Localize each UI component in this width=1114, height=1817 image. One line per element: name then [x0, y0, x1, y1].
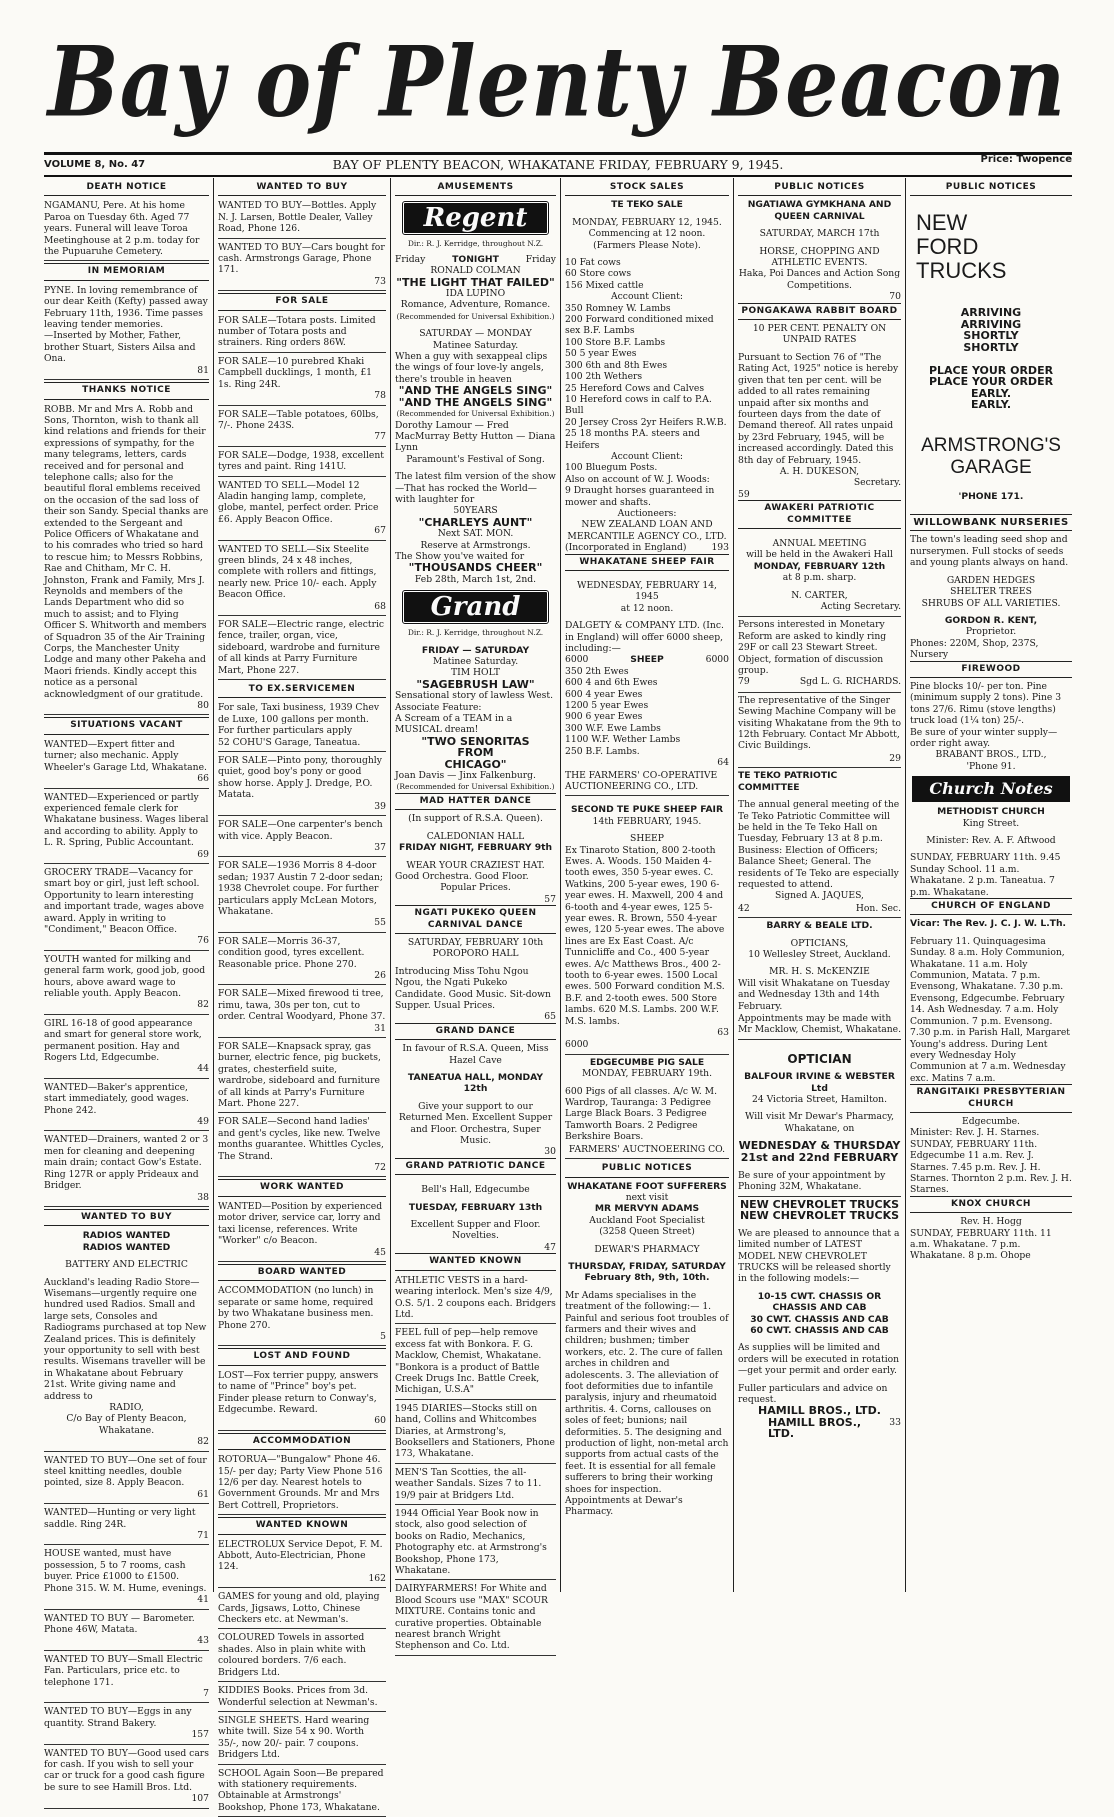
grand-dance-heading: GRAND DANCE: [395, 1023, 556, 1040]
dateline-rule: [44, 175, 1072, 177]
wanted-known-ad: DAIRYFARMERS! For White and Blood Scours use "MAX" SCOUR MIXTURE. Contains tonic and curative properties. Obtainable nearest branch Wright Stephenson and Co. Ltd.: [395, 1582, 556, 1655]
situation-vacant-ad: WANTED—Drainers, wanted 2 or 3 men for cleaning and deepening main drain; contact Gow's Estate. Ring 127R or apply Prideaux and Bridger. 38: [44, 1133, 209, 1206]
public-notices-heading: PUBLIC NOTICES: [910, 180, 1072, 196]
dateline-center: BAY OF PLENTY BEACON, WHAKATANE FRIDAY, FEBRUARY 9, 1945.: [332, 157, 784, 172]
column-divider: [560, 178, 561, 1592]
death-notice: NGAMANU, Pere. At his home Paroa on Tuesday 6th. Aged 77 years. Funeral will leave Toroa Meetinghouse at 2 p.m. today for the Pupuaruhe Cemetery.: [44, 199, 209, 261]
in-memoriam-heading: IN MEMORIAM: [44, 263, 209, 280]
sale-lot: 20 Jersey Cross 2yr Heifers R.W.B.: [565, 416, 727, 428]
wanted-to-buy-ad: WANTED TO BUY—Cars bought for cash. Armstrongs Garage, Phone 171. 73: [218, 241, 386, 292]
for-sale-ad: FOR SALE—Totara posts. Limited number of Totara posts and strainers. Ring orders 86W.: [218, 314, 386, 353]
for-sale-heading: FOR SALE: [218, 293, 386, 310]
situation-vacant-ad: YOUTH wanted for milking and general farm work, good job, good hours, above award wage to reliable youth. Apply Beacon. 82: [44, 953, 209, 1015]
wanted-known-ad: FEEL full of pep—help remove excess fat with Bonkora. F. G. Macklow, Chemist, Whakatane. "Bonkora is a product of Battle Creek Drugs Inc. Battle Creek, Michigan, U.S.A": [395, 1326, 556, 1399]
wanted-to-buy-ad: WANTED TO BUY—One set of four steel knitting needles, double pointed, size 8. Apply Beacon. 61: [44, 1454, 209, 1505]
te-teko-signature: 42 Hon. Sec.: [738, 902, 901, 918]
sale-lot: 250 B.F. Lambs.: [565, 745, 640, 757]
knox-church-heading: KNOX CHURCH: [910, 1196, 1072, 1213]
radio-advert: RADIOS WANTED RADIOS WANTED BATTERY AND ELECTRIC Auckland's leading Radio Store—Wisemans—urgently require one hundred used Radios. Small and large sets, Consoles and Radiograms purchased at top New Zealand prices. This is definitely your opportunity to sell with best results. Wisemans traveller will be in Whakatane about February 21st. Write giving name and address to RADIO, C/o Bay of Plenty Beacon, Whakatane. 82: [44, 1229, 209, 1451]
monetary-reform-signature: 79 Sgd L. G. RICHARDS.: [738, 676, 901, 688]
thanks-notice-heading: THANKS NOTICE: [44, 382, 209, 399]
sale-lot: 10 Fat cows: [565, 257, 621, 269]
film-title: "CHARLEYS AUNT": [418, 515, 533, 529]
firewood-heading: FIREWOOD: [910, 661, 1072, 678]
sale-lot: 100 Bluegum Posts.: [565, 462, 658, 474]
for-sale-ad: FOR SALE—Pinto pony, thoroughly quiet, good boy's pony or good show horse. Apply J. Dredge, P.O. Matata. 39: [218, 754, 386, 816]
sale-lot: 50 5 year Ewes: [565, 348, 637, 360]
board-wanted-heading: BOARD WANTED: [218, 1264, 386, 1281]
wanted-known-ad: ELECTROLUX Service Depot, F. M. Abbott, Auto-Electrician, Phone 124. 162: [218, 1538, 386, 1589]
pongakawa-heading: PONGAKAWA RABBIT BOARD: [738, 303, 901, 320]
wanted-known-ad: SCHOOL Again Soon—Be prepared with stationery requirements. Obtainable at Armstrongs' Bookshop, Phone 173, Whakatane.: [218, 1767, 386, 1817]
situation-vacant-ad: WANTED—Experienced or partly experienced female clerk for Whakatane business. Wages liberal and according to ability. Apply to L. R. Spring, Public Accountant. 69: [44, 791, 209, 864]
for-sale-ad: WANTED TO SELL—Model 12 Aladin hanging lamp, complete, globe, mantel, perfect order. Price £6. Apply Beacon Office. 67: [218, 479, 386, 541]
regent-schedule-row: Friday TONIGHT Friday: [395, 253, 556, 265]
column-stock-sales: STOCK SALES TE TEKO SALE MONDAY, FEBRUARY 12, 1945. Commencing at 12 noon. (Farmers Please Note). 10 Fat cows 60 Store cows 156 Mixed cattle Account Client: 350 Romney W. Lambs 200 Forward conditioned mixed sex B.F. Lambs 100 Store B.F. Lambs 50 5 year Ewes 300 6th and 8th Ewes 100 2th Wethers 25 Hereford Cows and Calves 10 Hereford cows in calf to P.A. Bull 20 Jersey Cross 2yr Heifers R.W.B. 25 18 months P.A. steers and Heifers Account Client: 100 Bluegum Posts. Also on account of W. J. Woods: 9 Draught horses guaranteed in mower and shafts. Auctioneers: NEW ZEALAND LOAN AND MERCANTILE AGENCY CO., LTD. (Incorporated in England) 193 WHAKATANE SHEEP FAIR WEDNESDAY, FEBRUARY 14, 1945 at 12 noon. DALGETY & COMPANY LTD. (Inc. in England) will offer 6000 sheep, including:— 6000 SHEEP 6000 350 2th Ewes 600 4 and 6th Ewes 600 4 year Ewes 1200 5 year Ewes 900 6 year Ewes 300 W.F. Ewe Lambs 1100 W.F. Wether Lambs 250 B.F. Lambs. 64 THE FARMERS' CO-OPERATIVE AUCTIONEERING CO., LTD. SECOND TE PUKE SHEEP FAIR 14th FEBRUARY, 1945. SHEEP Ex Tinaroto Station, 800 2-tooth Ewes. A. Woods. 150 Maiden 4-tooth ewes, 350 5-year ewes. C. Watkins, 200 5-year ewes, 190 6-year ewes. H. Maxwell, 200 4 and 6-tooth and 4-year ewes, 125 5-year ewes. R. Brown, 550 4-year ewes, 120 5-year ewes. The above lines are Ex East Coast. A/c Tunnicliffe and Co., 400 5-year ewes. A/c Matthews Bros., 400 2-tooth to 6-year ewes. 1500 Local ewes. 500 Forward condition M.S. B.F. and 2-tooth ewes. 500 Store lambs. 620 M.S. Lambs. 200 W.F. M.S. lambs. 63 6000 EDGECUMBE PIG SALE MONDAY, FEBRUARY 19th. 600 Pigs of all classes. A/c W. M. Wardrop, Tauranga: 3 Pedigree Large Black Boars. 3 Pedigree Tamworth Boars. 2 Pedigree Berkshire Boars. FARMERS' AUCTNOEERING CO. PUBLIC NOTICES WHAKATANE FOOT SUFFERERS next visit MR MERVYN ADAMS Auckland Foot Specialist (3258 Queen Street) DEWAR'S PHARMACY THURSDAY, FRIDAY, SATURDAY February 8th, 9th, 10th. Mr Adams specialises in the treatment of the following:— 1. Painful and serious foot troubles of farmers and their wives and children; bushmen; timber workers, etc. 2. The cure of fallen arches in children and adolescents. 3. The alleviation of foot deformities due to infantile paralysis, injury and rheumatoid arthritis. 4. Corns, callouses on soles of feet; bunions; nail deformities. 5. The designing and production of light, non-metal arch supports from actual casts of the feet. It is essential for all female sufferers to bring their working shoes for inspection. Appointments at Dewar's Pharmacy.: [565, 182, 729, 1518]
wanted-known-ad: ATHLETIC VESTS in a hard-wearing interlock. Men's size 4/9, O.S. 5/1. 2 coupons each. Bridgers Ltd.: [395, 1274, 556, 1325]
grand-patriotic-dance-heading: GRAND PATRIOTIC DANCE: [395, 1158, 556, 1175]
wanted-known-ad: 1944 Official Year Book now in stock, also good selection of books on Radio, Mechanics, Photography etc. at Armstrong's Bookshop, Phone 173, Whakatane.: [395, 1507, 556, 1580]
te-puke-total: 6000: [565, 1038, 729, 1054]
in-memoriam-notice: PYNE. In loving remembrance of our dear Keith (Kefty) passed away February 11th, 1936. Time passes leaving tender memories. —Inserted by Mother, Father, brother Stuart, Sisters Ailsa and Ona. 81: [44, 284, 209, 380]
column-classifieds-1: [44, 180, 209, 1805]
film-title: "TWO SENORITAS: [421, 734, 530, 748]
church-notes-logo: Church Notes: [912, 776, 1070, 802]
wanted-to-buy-ad: WANTED TO BUY—Good used cars for cash. If you wish to sell your car or truck for a good cash figure be sure to see Hamill Bros. Ltd. 107: [44, 1747, 209, 1809]
work-wanted-advert: WANTED—Position by experienced motor driver, service car, lorry and taxi license, references. Write "Worker" c/o Beacon. 45: [218, 1200, 386, 1262]
sheep-total-row: 6000 SHEEP 6000: [565, 654, 729, 666]
sale-lot: 1100 W.F. Wether Lambs: [565, 734, 681, 746]
ngati-pukeko-dance-heading: NGATI PUKEKO QUEEN CARNIVAL DANCE: [395, 905, 556, 934]
for-sale-ad: FOR SALE—Knapsack spray, gas burner, electric fence, pig buckets, grates, chesterfield suite, wardrobe, sideboard and furniture of all kinds at Parry's Furniture Mart. Phone 227.: [218, 1040, 386, 1113]
sale-lot: 60 Store cows: [565, 268, 632, 280]
film-title: "SAGEBRUSH LAW": [416, 677, 535, 691]
for-sale-list-2: [218, 754, 386, 1177]
amusements-heading: AMUSEMENTS: [395, 180, 556, 196]
sale-lot: 300 6th and 8th Ewes: [565, 359, 668, 371]
accommodation-advert: ROTORUA—"Bungalow" Phone 46. 15/- per day; Party View Phone 516 12/6 per day. Nearest hotels to Government Grounds. Mr and Mrs Bert Cottrell, Proprietors.: [218, 1453, 386, 1515]
for-sale-ad: FOR SALE—10 purebred Khaki Campbell ducklings, 1 month, £1 1s. Ring 24R. 78: [218, 355, 386, 406]
sale-lot: 156 Mixed cattle: [565, 279, 644, 291]
awakeri-heading: AWAKERI PATRIOTIC COMMITTEE: [738, 500, 901, 529]
for-sale-ad: FOR SALE—One carpenter's bench with vice. Apply Beacon. 37: [218, 818, 386, 857]
accommodation-heading: ACCOMMODATION: [218, 1433, 386, 1450]
column-divider: [390, 178, 391, 1592]
wanted-known-ad: KIDDIES Books. Prices from 3d. Wonderful selection at Newman's.: [218, 1684, 386, 1712]
column-divider: [905, 178, 906, 1592]
for-sale-ad: FOR SALE—Electric range, electric fence, trailer, organ, vice, sideboard, wardrobe and furniture of all kinds at Parry Furniture Mart, Phone 227.: [218, 618, 386, 680]
wanted-to-buy-ad: WANTED TO BUY—Bottles. Apply N. J. Larsen, Bottle Dealer, Valley Road, Phone 126.: [218, 199, 386, 238]
lost-and-found-heading: LOST AND FOUND: [218, 1348, 386, 1365]
wanted-to-buy-ad: WANTED TO BUY—Eggs in any quantity. Strand Bakery. 157: [44, 1705, 209, 1744]
sale-lot: 600 4 year Ewes: [565, 688, 643, 700]
column-classifieds-2: [218, 180, 386, 1813]
sheep-fair-lots: [565, 666, 729, 757]
stock-sales-heading: STOCK SALES: [565, 180, 729, 196]
situation-vacant-ad: WANTED—Expert fitter and turner; also mechanic. Apply Wheeler's Garage Ltd, Whakatane. 66: [44, 738, 209, 789]
wanted-to-buy-ad: WANTED TO BUY — Barometer. Phone 46W, Matata. 43: [44, 1612, 209, 1651]
situation-vacant-ad: GROCERY TRADE—Vacancy for smart boy or girl, just left school. Opportunity to learn interesting and important trade, wages above award. Apply in writing to "Condiment," Beacon Office. 76: [44, 866, 209, 951]
board-wanted-advert: ACCOMMODATION (no lunch) in separate or same home, required by two Whakatane business men. Phone 270. 5: [218, 1284, 386, 1346]
column-amusements: AMUSEMENTS Regent Dir.: R. J. Kerridge, throughout N.Z. Friday TONIGHT Friday RONALD COLMAN "THE LIGHT THAT FAILED" IDA LUPINO Romance, Adventure, Romance. (Recommended for Universal Exhibition.) SATURDAY — MONDAY Matinee Saturday. When a guy with sexappeal clips the wings of four love-ly angels, there's trouble in heaven "AND THE ANGELS SING" "AND THE ANGELS SING" (Recommended for Universal Exhibition.) Dorothy Lamour — Fred MacMurray Betty Hutton — Diana Lynn Paramount's Festival of Song. The latest film version of the show—That has rocked the World—with laughter for 50YEARS "CHARLEYS AUNT" Next SAT. MON. Reserve at Armstrongs. The Show you've waited for "THOUSANDS CHEER" Feb 28th, March 1st, 2nd. Grand Dir.: R. J. Kerridge, throughout N.Z. FRIDAY — SATURDAY Matinee Saturday. TIM HOLT "SAGEBRUSH LAW" Sensational story of lawless West. Associate Feature: A Scream of a TEAM in a MUSICAL dream! "TWO SENORITAS FROM CHICAGO" Joan Davis — Jinx Falkenburg. (Recommended for Universal Exhibition.) MAD HATTER DANCE (In support of R.S.A. Queen). CALEDONIAN HALL FRIDAY NIGHT, FEBRUARY 9th WEAR YOUR CRAZIEST HAT. Good Orchestra. Good Floor. Popular Prices. 57 NGATI PUKEKO QUEEN CARNIVAL DANCE SATURDAY, FEBRUARY 10th POROPORO HALL Introducing Miss Tohu Ngou Ngou, the Ngati Pukeko Candidate. Good Music. Sit-down Supper. Usual Prices. 65 GRAND DANCE In favour of R.S.A. Queen, Miss Hazel Cave TANEATUA HALL, MONDAY 12th Give your support to our Returned Men. Excellent Supper and Floor. Orchestra, Super Music. 30 GRAND PATRIOTIC DANCE Bell's Hall, Edgecumbe TUESDAY, FEBRUARY 13th Excellent Supper and Floor. Novelties. 47 WANTED KNOWN ATHLETIC VESTS in a hard-wearing interlock. Men's size 4/9, O.S. 5/1. 2 coupons each. Bridgers Ltd. FEEL full of pep—help remove excess fat with Bonkora. F. G. Macklow, Chemist, Whakatane. "Bonkora is a product of Battle Creek Drugs Inc. Battle Creek, Michigan, U.S.A" 1945 DIARIES—Stocks still on hand, Collins and Whitcombes Diaries, at Armstrong's, Booksellers and Stationers, Phone 173, Whakatane. MEN'S Tan Scotties, the all-weather Sandals. Sizes 7 to 11. 19/9 pair at Bridgers Ltd. 1944 Official Year Book now in stock, also good selection of books on Radio, Mechanics, Photography etc. at Armstrong's Bookshop, Phone 173, Whakatane. DAIRYFARMERS! For White and Blood Scours use "MAX" SCOUR MIXTURE. Contains tonic and curative properties. Obtainable nearest branch Wright Stephenson and Co. Ltd.: [395, 180, 556, 1592]
sale-lot: 100 2th Wethers: [565, 371, 643, 383]
ex-servicemen-advert: For sale, Taxi business, 1939 Chev de Luxe, 100 gallons per month. For further particulars apply 52 COHU'S Garage, Taneatua.: [218, 701, 386, 752]
regent-theatre-logo: Regent: [401, 200, 550, 236]
situation-vacant-ad: GIRL 16-18 of good appearance and smart for general store work, permanent position. Hay and Rogers Ltd, Edgecumbe. 44: [44, 1017, 209, 1079]
for-sale-ad: FOR SALE—Dodge, 1938, excellent tyres and paint. Ring 141U.: [218, 449, 386, 477]
wanted-known-ad: MEN'S Tan Scotties, the all-weather Sandals. Sizes 7 to 11. 19/9 pair at Bridgers Ltd.: [395, 1466, 556, 1505]
rangitaiki-heading: RANGITAIKI PRESBYTERIAN CHURCH: [910, 1084, 1072, 1113]
sale-lot: Also on account of W. J. Woods:: [565, 473, 710, 485]
column-public-notices: PUBLIC NOTICES NGATIAWA GYMKHANA AND QUEEN CARNIVAL SATURDAY, MARCH 17th HORSE, CHOPPING AND ATHLETIC EVENTS. Haka, Poi Dances and Action Song Competitions. 70 PONGAKAWA RABBIT BOARD 10 PER CENT. PENALTY ON UNPAID RATES Pursuant to Section 76 of "The Rating Act, 1925" notice is hereby given that ten per cent. will be added to all rates remaining unpaid after six months and fourteen days from the date of Demand thereof. All rates unpaid by 23rd February, 1945, will be increased accordingly. Dated this 8th day of February, 1945. A. H. DUKESON, Secretary. 59 AWAKERI PATRIOTIC COMMITTEE ANNUAL MEETING will be held in the Awakeri Hall MONDAY, FEBRUARY 12th at 8 p.m. sharp. N. CARTER, Acting Secretary. Persons interested in Monetary Reform are asked to kindly ring 29F or call 23 Stewart Street. Object, formation of discussion group. 79 Sgd L. G. RICHARDS. The representative of the Singer Sewing Machine Company will be visiting Whakatane from the 9th to 12th February. Contact Mr Abbott, Civic Buildings. 29 TE TEKO PATRIOTIC COMMITTEE The annual general meeting of the Te Teko Patriotic Committee will be held in the Te Teko Hall on Tuesday, February 13 at 8 p.m. Business: Election of Officers; Balance Sheet; General. The residents of Te Teko are especially requested to attend. Signed A. JAQUES, 42 Hon. Sec. BARRY & BEALE LTD. OPTICIANS, 10 Wellesley Street, Auckland. MR. H. S. McKENZIE Will visit Whakatane on Tuesday and Wednesday 13th and 14th February. Appointments may be made with Mr Macklow, Chemist, Whakatane. OPTICIAN BALFOUR IRVINE & WEBSTER Ltd 24 Victoria Street, Hamilton. Will visit Mr Dewar's Pharmacy, Whakatane, on WEDNESDAY & THURSDAY 21st and 22nd FEBRUARY Be sure of your appointment by Phoning 32M, Whakatane. NEW CHEVROLET TRUCKS NEW CHEVROLET TRUCKS We are pleased to announce that a limited number of LATEST MODEL NEW CHEVROLET TRUCKS will be released shortly in the following models:— 10-15 CWT. CHASSIS OR CHASSIS AND CAB 30 CWT. CHASSIS AND CAB 60 CWT. CHASSIS AND CAB As supplies will be limited and orders will be executed in rotation—get your permit and order early. Fuller particulars and advice on request. HAMILL BROS., LTD. HAMILL BROS., LTD. 33: [738, 182, 902, 1441]
column-divider: [733, 178, 734, 1592]
for-sale-ad: FOR SALE—Table potatoes, 60lbs, 7/-. Phone 243S. 77: [218, 408, 386, 447]
sale-lot: 9 Draught horses guaranteed in mower and shafts.: [565, 485, 715, 508]
wanted-to-buy-heading: WANTED TO BUY: [218, 180, 386, 196]
grand-theatre-logo: Grand: [401, 589, 550, 625]
sale-lot: 10 Hereford cows in calf to P.A. Bull: [565, 393, 712, 417]
sale-lot: 600 4 and 6th Ewes: [565, 677, 658, 689]
for-sale-ad: FOR SALE—Morris 36-37, condition good, tyres excellent. Reasonable price. Phone 270. 26: [218, 935, 386, 986]
sale-lot: 350 2th Ewes: [565, 665, 629, 677]
wanted-to-buy-list: [218, 199, 386, 291]
church-of-england-heading: CHURCH OF ENGLAND: [910, 898, 1072, 915]
situation-vacant-ad: WANTED—Baker's apprentice, start immediately, good wages. Phone 242. 49: [44, 1081, 209, 1132]
wanted-to-buy-ad: HOUSE wanted, must have possession, 5 to 7 rooms, cash buyer. Price £1000 to £1500. Phone 315. W. M. Hume, evenings. 41: [44, 1547, 209, 1609]
lost-and-found-advert: LOST—Fox terrier puppy, answers to name of "Prince" boy's pet. Finder please return to Conway's, Edgecumbe. Reward. 60: [218, 1369, 386, 1431]
for-sale-ad: WANTED TO SELL—Six Steelite green blinds, 24 x 48 inches, complete with rollers and fittings, nearly new. Price 10/- each. Apply Beacon Office. 68: [218, 543, 386, 616]
column-divider: [213, 178, 214, 1592]
column-public-notices-2: PUBLIC NOTICES NEW FORD TRUCKS ARRIVING ARRIVING SHORTLY SHORTLY PLACE YOUR ORDER PLACE YOUR ORDER EARLY. EARLY. ARMSTRONG'S GARAGE 'PHONE 171. WILLOWBANK NURSERIES The town's leading seed shop and nurserymen. Full stocks of seeds and young plants always on hand. GARDEN HEDGES SHELTER TREES SHRUBS OF ALL VARIETIES. GORDON R. KENT, Proprietor. Phones: 220M, Shop, 237S, Nursery FIREWOOD Pine blocks 10/- per ton. Pine (minimum supply 2 tons). Pine 3 tons 27/6. Rimu (stove lengths) truck load (1¼ ton) 25/-. Be sure of your winter supply—order right away. BRABANT BROS., LTD., 'Phone 91. Church Notes METHODIST CHURCH King Street. Minister: Rev. A. F. Aftwood SUNDAY, FEBRUARY 11th. 9.45 Sunday School. 11 a.m. Whakatane. 2 p.m. Taneatua. 7 p.m. Whakatane. CHURCH OF ENGLAND Vicar: The Rev. J. C. J. W. L.Th. February 11. Quinquagesima Sunday. 8 a.m. Holy Communion, Whakatane. 11 a.m. Holy Communion, Matata. 7 p.m. Evensong, Whakatane. 7.30 p.m. Evensong, Edgecumbe. February 14. Ash Wednesday. 7 a.m. Holy Communion. 7 p.m. Evensong. 7.30 p.m. in Parish Hall, Margaret Young's address. During Lent every Wednesday Holy Communion at 7 a.m. Wednesday exc. Matins 7 a.m. RANGITAIKI PRESBYTERIAN CHURCH Edgecumbe. Minister: Rev. J. H. Starnes. SUNDAY, FEBRUARY 11th. Edgecumbe 11 a.m. Rev. J. Starnes. 7.45 p.m. Rev. J. H. Starnes. Thornton 2 p.m. Rev. J. H. Starnes. KNOX CHURCH Rev. H. Hogg SUNDAY, FEBRUARY 11th. 11 a.m. Whakatane. 7 p.m. Whakatane. 8 p.m. Ohope: [910, 182, 1072, 1262]
wanted-known-ad: COLOURED Towels in assorted shades. Also in plain white with coloured borders. 7/6 each. Bridgers Ltd.: [218, 1631, 386, 1682]
for-sale-list: [218, 314, 386, 680]
situations-vacant-heading: SITUATIONS VACANT: [44, 717, 209, 734]
farmers-co-op: THE FARMERS' CO-OPERATIVE AUCTIONEERING CO., LTD.: [565, 769, 729, 797]
volume-number: VOLUME 8, No. 47: [44, 159, 146, 170]
ex-servicemen-heading: TO EX.SERVICEMEN: [218, 682, 386, 698]
te-teko-sale-lots: [565, 257, 729, 291]
work-wanted-heading: WORK WANTED: [218, 1179, 386, 1196]
farmers-auctioneering: FARMERS' AUCTNOEERING CO.: [565, 1143, 729, 1159]
for-sale-ad: FOR SALE—1936 Morris 8 4-door sedan; 1937 Austin 7 2-door sedan; 1938 Chevrolet coupe. For further particulars apply McLean Motors, Whakatane. 55: [218, 859, 386, 932]
public-notices-heading: PUBLIC NOTICES: [565, 1161, 729, 1177]
willowbank-heading: WILLOWBANK NURSERIES: [910, 514, 1072, 531]
wanted-known-ad: 1945 DIARIES—Stocks still on hand, Collins and Whitcombes Diaries, at Armstrong's, Booksellers and Stationers, Phone 173, Whakatane.: [395, 1402, 556, 1464]
public-notices-heading: PUBLIC NOTICES: [738, 180, 901, 196]
whakatane-sheep-fair-heading: WHAKATANE SHEEP FAIR: [565, 554, 729, 571]
te-teko-sale-lots-3: [565, 462, 729, 508]
sale-lot: 300 W.F. Ewe Lambs: [565, 722, 661, 734]
masthead: [30, 12, 1084, 150]
wanted-to-buy-ad: WANTED—Hunting or very light saddle. Ring 24R. 71: [44, 1506, 209, 1545]
sale-lot: 1200 5 year Ewes: [565, 700, 649, 712]
wanted-to-buy-list: [44, 1454, 209, 1809]
wanted-to-buy-heading: WANTED TO BUY: [44, 1209, 209, 1226]
death-notice-heading: DEATH NOTICE: [44, 180, 209, 196]
film-title: "AND THE ANGELS SING": [398, 384, 553, 398]
for-sale-ad: FOR SALE—Mixed firewood ti tree, rimu, tawa, 30s per ton, cut to order. Central Woodyard, Phone 37. 31: [218, 987, 386, 1038]
masthead-rule: [44, 152, 1072, 155]
te-teko-sale-lots-2: [565, 303, 729, 451]
thanks-notice: ROBB. Mr and Mrs A. Robb and Sons, Thornton, wish to thank all kind relations and friends for their expressions of sympathy, for the many telegrams, letters, cards received and for personal and telephone calls; also for the beautiful floral emblems received on the occasion of the sad loss of their son Sandy. Special thanks are extended to the Sergeant and Police Officers of Whakatane and to his comrades who tried so hard to rescue him; to Messrs Robbins, Rae and Chitham, Mr C. H. Johnston, Frank and Family, Mrs J. Reynolds and members of the Lands Department who did so much to assist; and to Flying Officer S. Whitworth and members of Squadron 35 of the Air Training Corps, the Manchester Unity Lodge and many other Pakeha and Maori friends. Kindly accept this notice as a personal acknowledgment of our gratitude. 80: [44, 403, 209, 716]
film-title: "THOUSANDS CHEER": [408, 561, 543, 575]
nzl-incorporated-row: (Incorporated in England) 193: [565, 542, 729, 554]
sale-lot: 25 18 months P.A. steers and Heifers: [565, 428, 700, 451]
film-title: "AND THE ANGELS SING": [398, 395, 553, 409]
for-sale-ad: FOR SALE—Second hand ladies' and gent's cycles, like new. Twelve months guarantee. Whittles Cycles, The Strand. 72: [218, 1115, 386, 1177]
price: Price: Twopence: [980, 154, 1072, 165]
film-title: "THE LIGHT THAT FAILED": [396, 275, 555, 289]
sale-lot: 25 Hereford Cows and Calves: [565, 382, 705, 394]
wanted-to-buy-ad: WANTED TO BUY—Small Electric Fan. Particulars, price etc. to telephone 171. 7: [44, 1653, 209, 1704]
wanted-known-list: [395, 1274, 556, 1656]
situations-vacant-list: [44, 738, 209, 1207]
wanted-known-heading: WANTED KNOWN: [395, 1253, 556, 1270]
wanted-known-ad: SINGLE SHEETS. Hard wearing white twill. Size 54 x 90. Worth 35/-, now 20/- pair. 7 coupons. Bridgers Ltd.: [218, 1714, 386, 1765]
wanted-known-ad: GAMES for young and old, playing Cards, Jigsaws, Lotto, Chinese Checkers etc. at Newman's.: [218, 1590, 386, 1629]
wanted-known-list: [218, 1538, 386, 1817]
hamill-bros-row: HAMILL BROS., LTD. 33: [768, 1415, 901, 1441]
wanted-known-heading: WANTED KNOWN: [218, 1517, 386, 1534]
sale-lot: 900 6 year Ewes: [565, 711, 643, 723]
mad-hatter-dance-heading: MAD HATTER DANCE: [395, 793, 556, 810]
sale-lot: 200 Forward conditioned mixed sex B.F. Lambs: [565, 314, 714, 337]
newspaper-title: Bay of Plenty Beacon: [47, 24, 1067, 138]
dateline: [44, 156, 1072, 176]
sale-lot: 350 Romney W. Lambs: [565, 302, 671, 314]
sale-lot: 100 Store B.F. Lambs: [565, 336, 666, 348]
